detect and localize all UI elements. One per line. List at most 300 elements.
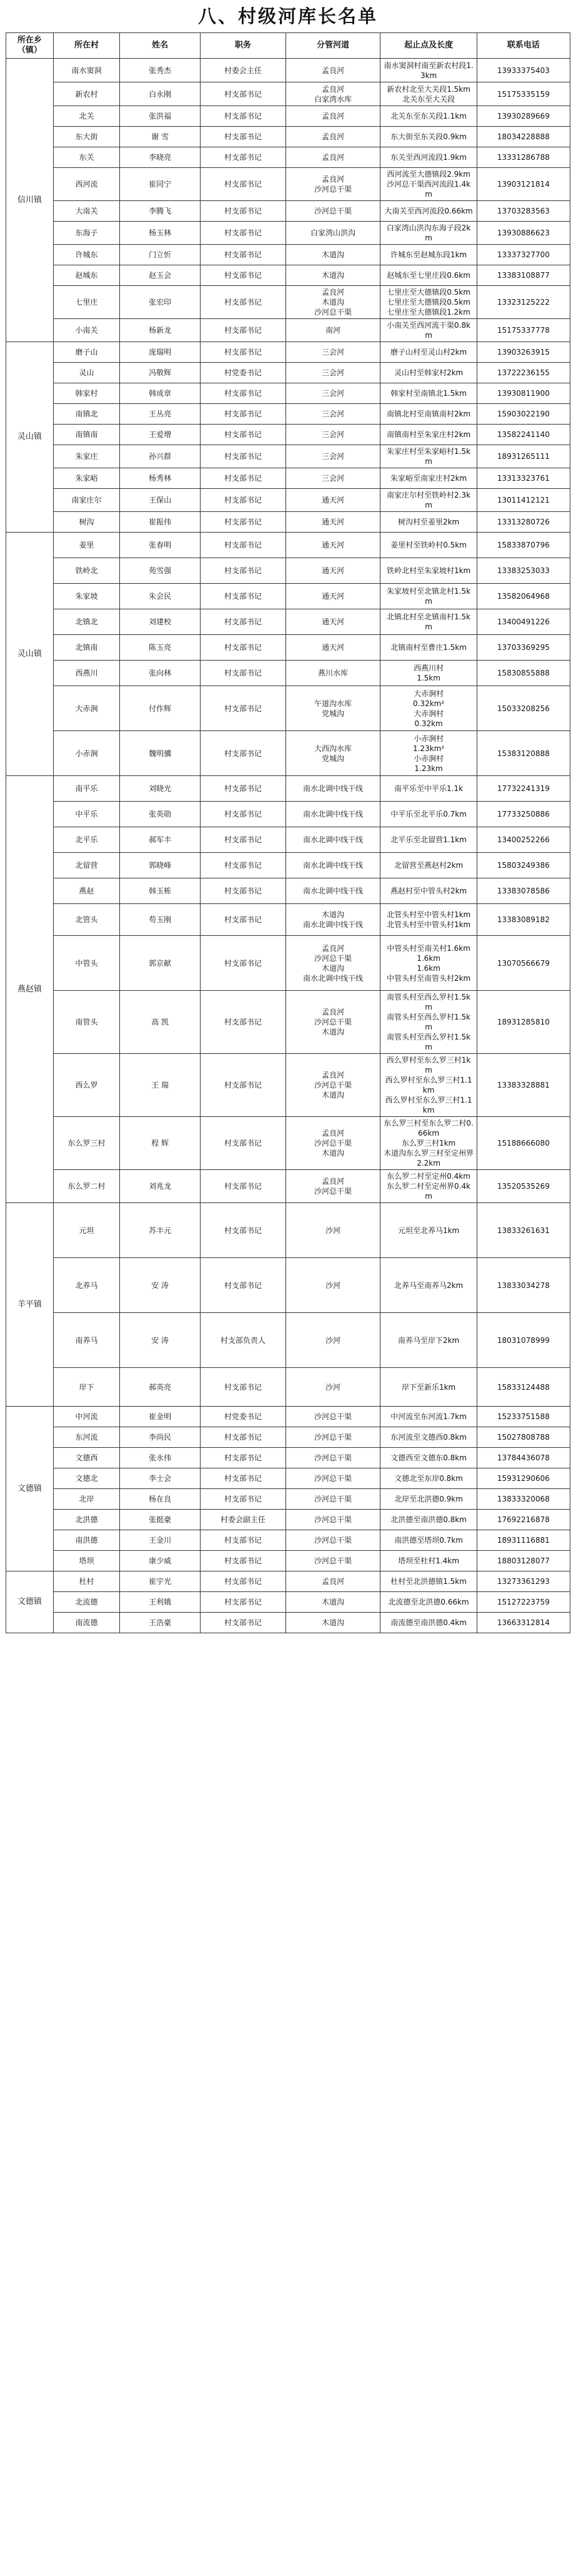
river-cell: 孟良河 沙河总干渠 木道沟 bbox=[286, 991, 380, 1054]
name-cell: 郭晓峰 bbox=[120, 853, 201, 878]
position-cell: 村支部书记 bbox=[201, 1054, 286, 1117]
position-cell: 村支部书记 bbox=[201, 1571, 286, 1592]
river-cell: 南水北调中线干线 bbox=[286, 853, 380, 878]
river-cell: 通天河 bbox=[286, 512, 380, 533]
range-cell: 南平乐至中平乐1.1k bbox=[380, 776, 477, 802]
phone-cell: 15803249386 bbox=[477, 853, 570, 878]
table-row bbox=[6, 1489, 570, 1510]
river-cell: 沙河 bbox=[286, 1258, 380, 1313]
table-header-row bbox=[6, 33, 570, 59]
name-cell: 白永刚 bbox=[120, 82, 201, 106]
phone-cell: 13273361293 bbox=[477, 1571, 570, 1592]
phone-cell: 13703283563 bbox=[477, 201, 570, 222]
town-cell: 灵山镇 bbox=[6, 533, 54, 776]
name-cell: 魏明骥 bbox=[120, 731, 201, 776]
river-cell: 沙河总干渠 bbox=[286, 201, 380, 222]
position-cell: 村支部书记 bbox=[201, 468, 286, 489]
table-row bbox=[6, 1427, 570, 1448]
village-cell: 小赤涧 bbox=[53, 731, 119, 776]
position-cell: 村支部负责人 bbox=[201, 1313, 286, 1368]
header-phone: 联系电话 bbox=[477, 33, 570, 59]
village-cell: 南养马 bbox=[53, 1313, 119, 1368]
phone-cell: 17692216878 bbox=[477, 1510, 570, 1530]
phone-cell: 13833261631 bbox=[477, 1203, 570, 1258]
name-cell: 韩成章 bbox=[120, 383, 201, 404]
table-row bbox=[6, 342, 570, 363]
position-cell: 村支部书记 bbox=[201, 827, 286, 853]
position-cell: 村党委书记 bbox=[201, 1407, 286, 1427]
range-cell: 北洪德至南洪德0.8km bbox=[380, 1510, 477, 1530]
phone-cell: 18803128077 bbox=[477, 1551, 570, 1571]
village-cell: 西河流 bbox=[53, 168, 119, 201]
phone-cell: 13313280726 bbox=[477, 512, 570, 533]
phone-cell: 13903121814 bbox=[477, 168, 570, 201]
river-cell: 沙河 bbox=[286, 1313, 380, 1368]
phone-cell: 17732241319 bbox=[477, 776, 570, 802]
village-cell: 小南关 bbox=[53, 319, 119, 342]
position-cell: 村支部书记 bbox=[201, 661, 286, 686]
table-row bbox=[6, 584, 570, 609]
village-cell: 北镇南 bbox=[53, 635, 119, 661]
town-cell: 文德镇 bbox=[6, 1407, 54, 1571]
name-cell: 杨玉林 bbox=[120, 222, 201, 245]
table-row bbox=[6, 1117, 570, 1170]
phone-cell: 13323125222 bbox=[477, 286, 570, 319]
position-cell: 村支部书记 bbox=[201, 82, 286, 106]
village-cell: 南管头 bbox=[53, 991, 119, 1054]
phone-cell: 13722236155 bbox=[477, 363, 570, 383]
river-cell: 三会河 bbox=[286, 383, 380, 404]
position-cell: 村支部书记 bbox=[201, 404, 286, 425]
table-row bbox=[6, 512, 570, 533]
table-row bbox=[6, 1551, 570, 1571]
header-village: 所在村 bbox=[53, 33, 119, 59]
table-row bbox=[6, 635, 570, 661]
river-cell: 三会河 bbox=[286, 425, 380, 445]
river-cell: 沙河总干渠 bbox=[286, 1468, 380, 1489]
village-cell: 中平乐 bbox=[53, 802, 119, 827]
river-cell: 通天河 bbox=[286, 558, 380, 584]
river-cell: 三会河 bbox=[286, 468, 380, 489]
name-cell: 李尚民 bbox=[120, 1427, 201, 1448]
table-row bbox=[6, 853, 570, 878]
range-cell: 北流德至北洪德0.66km bbox=[380, 1592, 477, 1613]
position-cell: 村支部书记 bbox=[201, 991, 286, 1054]
name-cell: 李士会 bbox=[120, 1468, 201, 1489]
village-cell: 北留营 bbox=[53, 853, 119, 878]
town-cell: 燕赵镇 bbox=[6, 776, 54, 1203]
table-row bbox=[6, 363, 570, 383]
range-cell: 许城东至赵城东段1km bbox=[380, 245, 477, 265]
name-cell: 张英勋 bbox=[120, 802, 201, 827]
name-cell: 张春明 bbox=[120, 533, 201, 558]
river-cell: 沙河总干渠 bbox=[286, 1407, 380, 1427]
range-cell: 白家湾山洪沟东海子段2km bbox=[380, 222, 477, 245]
river-cell: 木道沟 bbox=[286, 1613, 380, 1633]
position-cell: 村支部书记 bbox=[201, 147, 286, 168]
position-cell: 村委会副主任 bbox=[201, 1510, 286, 1530]
position-cell: 村支部书记 bbox=[201, 731, 286, 776]
village-cell: 北岸 bbox=[53, 1489, 119, 1510]
position-cell: 村支部书记 bbox=[201, 609, 286, 635]
village-cell: 中河流 bbox=[53, 1407, 119, 1427]
village-cell: 南家庄尔 bbox=[53, 489, 119, 512]
village-cell: 杜村 bbox=[53, 1571, 119, 1592]
river-cell: 午道沟水库 党城沟 bbox=[286, 686, 380, 731]
name-cell: 杨秀林 bbox=[120, 468, 201, 489]
position-cell: 村支部书记 bbox=[201, 1613, 286, 1633]
table-row bbox=[6, 468, 570, 489]
table-row bbox=[6, 904, 570, 936]
village-cell: 许城东 bbox=[53, 245, 119, 265]
table-row bbox=[6, 1592, 570, 1613]
table-row bbox=[6, 609, 570, 635]
range-cell: 中管头村至南关村1.6km 1.6km 1.6km 中管头村至南管头村2km bbox=[380, 936, 477, 991]
phone-cell: 13833320068 bbox=[477, 1489, 570, 1510]
phone-cell: 13011412121 bbox=[477, 489, 570, 512]
phone-cell: 13930886623 bbox=[477, 222, 570, 245]
position-cell: 村支部书记 bbox=[201, 533, 286, 558]
village-cell: 南平乐 bbox=[53, 776, 119, 802]
phone-cell: 13070566679 bbox=[477, 936, 570, 991]
name-cell: 苟玉刚 bbox=[120, 904, 201, 936]
table-row bbox=[6, 127, 570, 147]
name-cell: 崔振伟 bbox=[120, 512, 201, 533]
table-row bbox=[6, 1448, 570, 1468]
river-cell: 南水北调中线干线 bbox=[286, 802, 380, 827]
phone-cell: 13903263915 bbox=[477, 342, 570, 363]
range-cell: 南养马至岸下2km bbox=[380, 1313, 477, 1368]
phone-cell: 13400252266 bbox=[477, 827, 570, 853]
river-cell: 孟良河 bbox=[286, 106, 380, 127]
name-cell: 李腾飞 bbox=[120, 201, 201, 222]
village-cell: 北平乐 bbox=[53, 827, 119, 853]
range-cell: 大赤涧村 0.32km² 大赤涧村 0.32km bbox=[380, 686, 477, 731]
river-cell: 沙河总干渠 bbox=[286, 1489, 380, 1510]
village-cell: 树沟 bbox=[53, 512, 119, 533]
river-cell: 燕川水库 bbox=[286, 661, 380, 686]
range-cell: 南水窦洞村南至新农村段1.3km bbox=[380, 59, 477, 82]
table-row bbox=[6, 1368, 570, 1407]
position-cell: 村支部书记 bbox=[201, 286, 286, 319]
range-cell: 小赤涧村 1.23km² 小赤涧村 1.23km bbox=[380, 731, 477, 776]
position-cell: 村支部书记 bbox=[201, 635, 286, 661]
river-cell: 沙河总干渠 bbox=[286, 1448, 380, 1468]
range-cell: 塔坝至杜村1.4km bbox=[380, 1551, 477, 1571]
range-cell: 燕赵村至中管头村2km bbox=[380, 878, 477, 904]
name-cell: 郝军丰 bbox=[120, 827, 201, 853]
phone-cell: 18931265111 bbox=[477, 445, 570, 468]
position-cell: 村支部书记 bbox=[201, 319, 286, 342]
name-cell: 王浩豪 bbox=[120, 1613, 201, 1633]
name-cell: 安 涛 bbox=[120, 1258, 201, 1313]
phone-cell: 13784436078 bbox=[477, 1448, 570, 1468]
village-cell: 东河流 bbox=[53, 1427, 119, 1448]
name-cell: 安 涛 bbox=[120, 1313, 201, 1368]
phone-cell: 18031078999 bbox=[477, 1313, 570, 1368]
position-cell: 村支部书记 bbox=[201, 1258, 286, 1313]
name-cell: 张挺豪 bbox=[120, 1510, 201, 1530]
header-name: 姓名 bbox=[120, 33, 201, 59]
position-cell: 村支部书记 bbox=[201, 878, 286, 904]
range-cell: 七里庄至大德镇段0.5km 七里庄至大德镇段0.5km 七里庄至大德镇段1.2km bbox=[380, 286, 477, 319]
river-cell: 三会河 bbox=[286, 404, 380, 425]
table-row bbox=[6, 1170, 570, 1203]
range-cell: 东关至西河流段1.9km bbox=[380, 147, 477, 168]
name-cell: 张秀杰 bbox=[120, 59, 201, 82]
position-cell: 村支部书记 bbox=[201, 127, 286, 147]
range-cell: 西燕川村 1.5km bbox=[380, 661, 477, 686]
river-cell: 木道沟 bbox=[286, 1592, 380, 1613]
phone-cell: 15188666080 bbox=[477, 1117, 570, 1170]
position-cell: 村支部书记 bbox=[201, 1530, 286, 1551]
village-cell: 燕赵 bbox=[53, 878, 119, 904]
position-cell: 村支部书记 bbox=[201, 425, 286, 445]
village-cell: 朱家坡 bbox=[53, 584, 119, 609]
position-cell: 村支部书记 bbox=[201, 802, 286, 827]
village-cell: 大南关 bbox=[53, 201, 119, 222]
village-cell: 西么罗 bbox=[53, 1054, 119, 1117]
position-cell: 村支部书记 bbox=[201, 1468, 286, 1489]
position-cell: 村支部书记 bbox=[201, 106, 286, 127]
range-cell: 南镇北村至南镇南村2km bbox=[380, 404, 477, 425]
village-cell: 磨子山 bbox=[53, 342, 119, 363]
position-cell: 村支部书记 bbox=[201, 342, 286, 363]
table-row bbox=[6, 1258, 570, 1313]
village-cell: 铁岭北 bbox=[53, 558, 119, 584]
range-cell: 北留营至燕赵村2km bbox=[380, 853, 477, 878]
phone-cell: 13337327700 bbox=[477, 245, 570, 265]
river-cell: 通天河 bbox=[286, 635, 380, 661]
name-cell: 谢 雪 bbox=[120, 127, 201, 147]
name-cell: 门立忻 bbox=[120, 245, 201, 265]
position-cell: 村支部书记 bbox=[201, 168, 286, 201]
range-cell: 南镇南村至朱家庄村2km bbox=[380, 425, 477, 445]
name-cell: 刘晓光 bbox=[120, 776, 201, 802]
river-cell: 孟良河 bbox=[286, 1571, 380, 1592]
table-row bbox=[6, 59, 570, 82]
phone-cell: 13331286788 bbox=[477, 147, 570, 168]
range-cell: 北养马至南养马2km bbox=[380, 1258, 477, 1313]
village-cell: 朱家峪 bbox=[53, 468, 119, 489]
range-cell: 杜村至北洪德镇1.5km bbox=[380, 1571, 477, 1592]
river-cell: 孟良河 沙河总干渠 bbox=[286, 168, 380, 201]
river-cell: 沙河总干渠 bbox=[286, 1510, 380, 1530]
village-cell: 文德北 bbox=[53, 1468, 119, 1489]
table-row bbox=[6, 802, 570, 827]
phone-cell: 13933375403 bbox=[477, 59, 570, 82]
name-cell: 付作辉 bbox=[120, 686, 201, 731]
page-title: 八、村级河库长名单 bbox=[197, 6, 378, 27]
name-cell: 王保山 bbox=[120, 489, 201, 512]
position-cell: 村支部书记 bbox=[201, 558, 286, 584]
position-cell: 村支部书记 bbox=[201, 1117, 286, 1170]
range-cell: 东大街至东关段0.9km bbox=[380, 127, 477, 147]
village-cell: 西燕川 bbox=[53, 661, 119, 686]
river-cell: 沙河 bbox=[286, 1368, 380, 1407]
river-cell: 木道沟 bbox=[286, 245, 380, 265]
name-cell: 陈玉亮 bbox=[120, 635, 201, 661]
name-cell: 郝英亮 bbox=[120, 1368, 201, 1407]
table-row bbox=[6, 776, 570, 802]
position-cell: 村支部书记 bbox=[201, 383, 286, 404]
phone-cell: 15027808788 bbox=[477, 1427, 570, 1448]
table-row bbox=[6, 286, 570, 319]
village-cell: 南镇南 bbox=[53, 425, 119, 445]
river-cell: 通天河 bbox=[286, 584, 380, 609]
position-cell: 村支部书记 bbox=[201, 1368, 286, 1407]
river-cell: 三会河 bbox=[286, 363, 380, 383]
position-cell: 村支部书记 bbox=[201, 904, 286, 936]
village-cell: 北洪德 bbox=[53, 1510, 119, 1530]
phone-cell: 13582064968 bbox=[477, 584, 570, 609]
table-row bbox=[6, 168, 570, 201]
name-cell: 崔同宁 bbox=[120, 168, 201, 201]
phone-cell: 13833034278 bbox=[477, 1258, 570, 1313]
range-cell: 南洪德至塔坝0.7km bbox=[380, 1530, 477, 1551]
range-cell: 北平乐至北留营1.1km bbox=[380, 827, 477, 853]
table-row bbox=[6, 991, 570, 1054]
village-cell: 塔坝 bbox=[53, 1551, 119, 1571]
header-range: 起止点及长度 bbox=[380, 33, 477, 59]
position-cell: 村支部书记 bbox=[201, 265, 286, 286]
village-cell: 北关 bbox=[53, 106, 119, 127]
name-cell: 刘建校 bbox=[120, 609, 201, 635]
range-cell: 东么罗二村至定州0.4km 东么罗二村至定州界0.4km bbox=[380, 1170, 477, 1203]
village-cell: 北镇北 bbox=[53, 609, 119, 635]
range-cell: 磨子山村至灵山村2km bbox=[380, 342, 477, 363]
position-cell: 村支部书记 bbox=[201, 1448, 286, 1468]
village-cell: 七里庄 bbox=[53, 286, 119, 319]
phone-cell: 15175335159 bbox=[477, 82, 570, 106]
position-cell: 村支部书记 bbox=[201, 584, 286, 609]
position-cell: 村支部书记 bbox=[201, 222, 286, 245]
range-cell: 北镇南村至曹庄1.5km bbox=[380, 635, 477, 661]
river-cell: 沙河总干渠 bbox=[286, 1551, 380, 1571]
village-cell: 朱家庄 bbox=[53, 445, 119, 468]
river-cell: 孟良河 沙河总干渠 木道沟 bbox=[286, 1117, 380, 1170]
village-cell: 元坦 bbox=[53, 1203, 119, 1258]
table-row bbox=[6, 731, 570, 776]
name-cell: 杨在良 bbox=[120, 1489, 201, 1510]
position-cell: 村支部书记 bbox=[201, 1489, 286, 1510]
table-row bbox=[6, 319, 570, 342]
name-cell: 康少威 bbox=[120, 1551, 201, 1571]
river-cell: 南水北调中线干线 bbox=[286, 776, 380, 802]
table-row bbox=[6, 245, 570, 265]
village-cell: 北养马 bbox=[53, 1258, 119, 1313]
phone-cell: 15233751588 bbox=[477, 1407, 570, 1427]
range-cell: 东么罗三村至东么罗二村0.66km 东么罗三村1km 木道沟东么罗三村至定州界2.2km bbox=[380, 1117, 477, 1170]
phone-cell: 13582241140 bbox=[477, 425, 570, 445]
village-cell: 东关 bbox=[53, 147, 119, 168]
name-cell: 刘兆龙 bbox=[120, 1170, 201, 1203]
village-cell: 灵山 bbox=[53, 363, 119, 383]
phone-cell: 15833124488 bbox=[477, 1368, 570, 1407]
table-row bbox=[6, 686, 570, 731]
village-cell: 赵城东 bbox=[53, 265, 119, 286]
phone-cell: 18931285810 bbox=[477, 991, 570, 1054]
range-cell: 岸下至新乐1km bbox=[380, 1368, 477, 1407]
name-cell: 韩玉栋 bbox=[120, 878, 201, 904]
table-row bbox=[6, 383, 570, 404]
table-row bbox=[6, 878, 570, 904]
river-cell: 沙河总干渠 bbox=[286, 1427, 380, 1448]
river-cell: 大西沟水库 党城沟 bbox=[286, 731, 380, 776]
village-cell: 北管头 bbox=[53, 904, 119, 936]
range-cell: 大南关至西河流段0.66km bbox=[380, 201, 477, 222]
river-cell: 孟良河 沙河总干渠 木道沟 南水北调中线干线 bbox=[286, 936, 380, 991]
phone-cell: 13383328881 bbox=[477, 1054, 570, 1117]
range-cell: 朱家坡村至北镇北村1.5km bbox=[380, 584, 477, 609]
town-cell: 羊平镇 bbox=[6, 1203, 54, 1407]
phone-cell: 13930289669 bbox=[477, 106, 570, 127]
table-row bbox=[6, 425, 570, 445]
range-cell: 南管头村至西么罗村1.5km 南管头村至西么罗村1.5km 南管头村至西么罗村1.5km bbox=[380, 991, 477, 1054]
header-town: 所在乡（镇） bbox=[6, 33, 54, 59]
village-cell: 东大街 bbox=[53, 127, 119, 147]
range-cell: 北镇北村至北镇南村1.5km bbox=[380, 609, 477, 635]
river-cell: 南水北调中线干线 bbox=[286, 827, 380, 853]
position-cell: 村支部书记 bbox=[201, 201, 286, 222]
range-cell: 西么罗村至东么罗三村1km 西么罗村至东么罗三村1.1km 西么罗村至东么罗三村1.1km bbox=[380, 1054, 477, 1117]
table-row bbox=[6, 1313, 570, 1368]
phone-cell: 13520535269 bbox=[477, 1170, 570, 1203]
name-cell: 崔宇光 bbox=[120, 1571, 201, 1592]
position-cell: 村支部书记 bbox=[201, 1170, 286, 1203]
phone-cell: 15383120888 bbox=[477, 731, 570, 776]
village-cell: 大赤涧 bbox=[53, 686, 119, 731]
range-cell: 灵山村至韩家村2km bbox=[380, 363, 477, 383]
range-cell: 韩家村至南镇北1.5km bbox=[380, 383, 477, 404]
river-cell: 南水北调中线干线 bbox=[286, 878, 380, 904]
name-cell: 杨新龙 bbox=[120, 319, 201, 342]
name-cell: 赵玉会 bbox=[120, 265, 201, 286]
river-cell: 孟良河 bbox=[286, 59, 380, 82]
table-row bbox=[6, 936, 570, 991]
phone-cell: 13383108877 bbox=[477, 265, 570, 286]
table-row bbox=[6, 1407, 570, 1427]
table-row bbox=[6, 661, 570, 686]
table-row bbox=[6, 106, 570, 127]
name-cell: 张向林 bbox=[120, 661, 201, 686]
table-row bbox=[6, 1613, 570, 1633]
range-cell: 赵城东至七里庄段0.6km bbox=[380, 265, 477, 286]
river-cell: 孟良河 木道沟 沙河总干渠 bbox=[286, 286, 380, 319]
table-row bbox=[6, 404, 570, 425]
phone-cell: 18931116881 bbox=[477, 1530, 570, 1551]
river-cell: 三会河 bbox=[286, 342, 380, 363]
phone-cell: 13930811900 bbox=[477, 383, 570, 404]
position-cell: 村委会主任 bbox=[201, 59, 286, 82]
name-cell: 朱会民 bbox=[120, 584, 201, 609]
header-river: 分管河道 bbox=[286, 33, 380, 59]
name-cell: 张永伟 bbox=[120, 1448, 201, 1468]
river-cell: 通天河 bbox=[286, 533, 380, 558]
position-cell: 村支部书记 bbox=[201, 512, 286, 533]
town-cell: 灵山镇 bbox=[6, 342, 54, 533]
name-cell: 高 凯 bbox=[120, 991, 201, 1054]
river-cell: 孟良河 bbox=[286, 147, 380, 168]
table-row bbox=[6, 1510, 570, 1530]
village-cell: 南镇北 bbox=[53, 404, 119, 425]
phone-cell: 15903022190 bbox=[477, 404, 570, 425]
position-cell: 村党委书记 bbox=[201, 363, 286, 383]
phone-cell: 13313323761 bbox=[477, 468, 570, 489]
village-cell: 北流德 bbox=[53, 1592, 119, 1613]
river-cell: 孟良河 bbox=[286, 127, 380, 147]
position-cell: 村支部书记 bbox=[201, 1203, 286, 1258]
